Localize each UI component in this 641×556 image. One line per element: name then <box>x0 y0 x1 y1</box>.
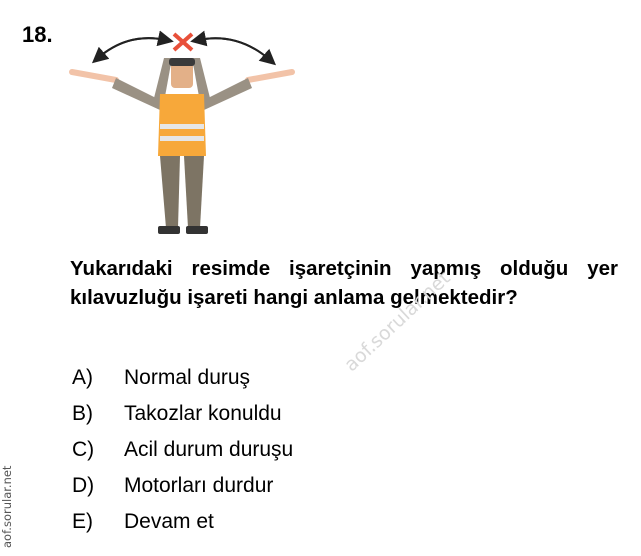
option-text: Devam et <box>124 510 214 533</box>
question-number: 18. <box>22 22 53 47</box>
option-e[interactable] <box>72 504 432 540</box>
option-letter: A) <box>72 366 93 389</box>
watermark-side: aof.sorular.net <box>0 465 14 548</box>
watermark-diagonal: aof.sorular.net <box>340 267 455 377</box>
question-text: Yukarıdaki resimde işaretçinin yapmış olduğu yer kılavuzluğu işareti hangi anlama gelmektedir? <box>70 257 618 309</box>
option-letter: E) <box>72 510 93 533</box>
option-letter: D) <box>72 474 95 497</box>
option-c[interactable] <box>72 432 432 468</box>
option-b[interactable] <box>72 396 432 432</box>
option-letter: C) <box>72 438 95 461</box>
option-letter: B) <box>72 402 93 425</box>
option-text: Motorları durdur <box>124 474 274 497</box>
answer-options <box>72 360 432 540</box>
marshaller-illustration-icon <box>68 28 308 238</box>
option-a[interactable] <box>72 360 432 396</box>
option-text: Acil durum duruşu <box>124 438 294 461</box>
option-text: Normal duruş <box>124 366 251 389</box>
option-d[interactable] <box>72 468 432 504</box>
option-text: Takozlar konuldu <box>124 402 282 425</box>
